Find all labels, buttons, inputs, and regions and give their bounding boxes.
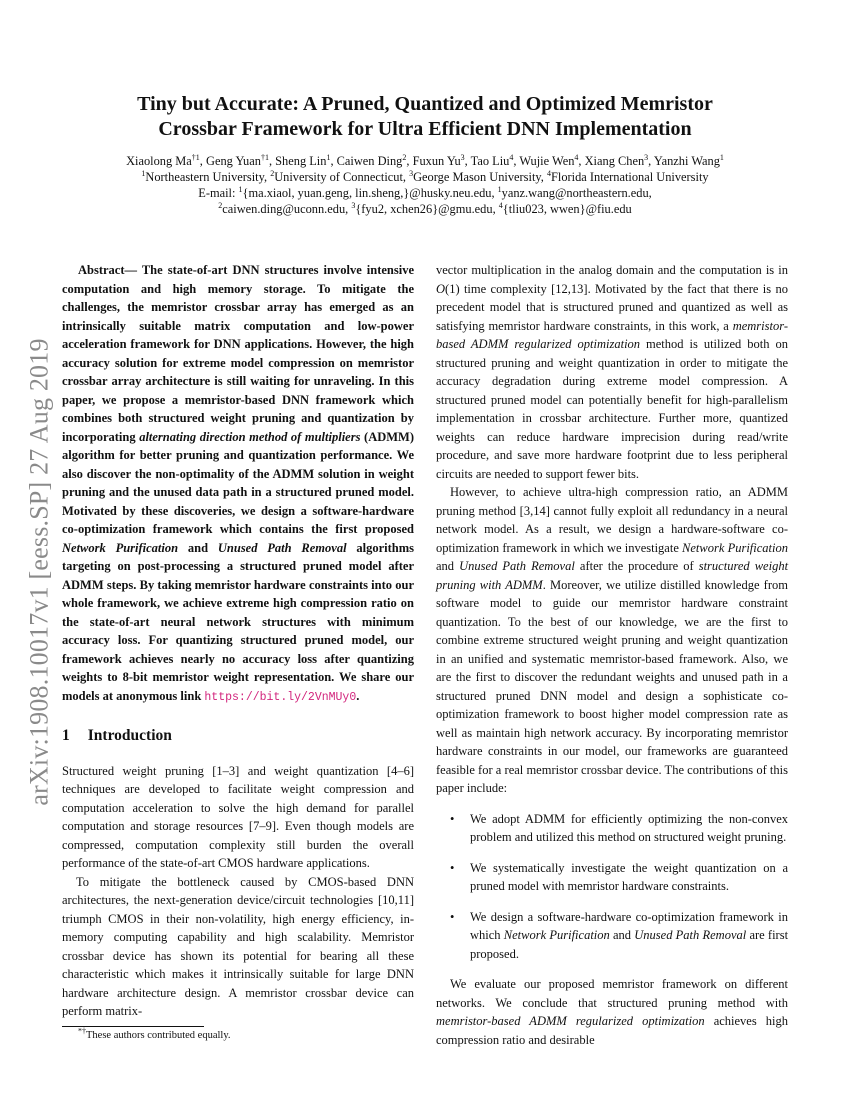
abstract-text-2: (ADMM) algorithm for better pruning and quantization performance. We also discover the non-optimality of the ADMM solution in weight pruning and the unused data path in a structured pruned model. Motivated by these discoveries, we design a software-hardware co-optimization framework which contains the first proposed xyxy=(62,429,415,536)
section-heading-introduction xyxy=(62,727,414,746)
affil-sup: 2 xyxy=(270,168,275,178)
section-title: Introduction xyxy=(87,727,172,744)
abstract-end: . xyxy=(356,688,360,703)
email: {ma.xiaol, yuan.geng, lin.sheng,}@husky.neu.edu, xyxy=(242,186,495,200)
email-sup: 1 xyxy=(238,184,243,194)
email: {fyu2, xchen26}@gmu.edu, xyxy=(355,202,496,216)
arxiv-sidebar xyxy=(20,282,60,862)
text-run: However, to achieve ultra-high compression ratio, an ADMM pruning method [3,14] cannot fully exploit all redundancy in a neural network model. As a result, we design a hardware-software co-optimization framework in which we investigate xyxy=(436,485,788,555)
email-sup: 1 xyxy=(497,184,502,194)
paper-title xyxy=(60,92,790,142)
abstract-np-term: Network Purification xyxy=(62,540,179,555)
author-block xyxy=(60,153,790,217)
author-sup: †1 xyxy=(191,152,200,162)
intro-paragraph-5 xyxy=(436,975,788,1049)
email: {tliu023, wwen}@fiu.edu xyxy=(502,202,632,216)
affiliation: University of Connecticut xyxy=(274,170,403,184)
email-sup: 3 xyxy=(351,200,356,210)
emphasis: Unused Path Removal xyxy=(634,928,747,942)
email-line-2 xyxy=(60,201,790,217)
text-run: . Moreover, we utilize distilled knowledge from software model to guide our memristor hardware constraint quantization. To the best of our knowledge, we are the first to combine extreme structured weight pruning and weight quantization in an unified and systematic memristor-based framework. Also, we are the first to discover the redundant weights and unused path in a structured pruned DNN model and design a sophisticate co-optimization framework to boost higher model compression rate as well as maintain high network accuracy. By incorporating memristor hardware constraints in our model, our frameworks are guaranteed feasible for a real memristor crossbar device. The contributions of this paper include: xyxy=(436,577,788,795)
author: Geng Yuan xyxy=(206,154,261,168)
affil-sup: 3 xyxy=(409,168,414,178)
emphasis: structured weight pruning with ADMM xyxy=(436,559,789,592)
footnote-symbol: *† xyxy=(78,1026,86,1036)
contribution-text: We systematically investigate the weight quantization on a pruned model with memristor hardware constraints. xyxy=(470,860,788,893)
bullet-icon: • xyxy=(450,909,455,924)
affiliations: $^1$Northeastern University, $^2$University of Connecticut, $^3$George Mason University, $^4$Florida International University xyxy=(141,168,709,184)
footnote-text: These authors contributed equally. xyxy=(86,1030,231,1041)
bullet-icon: • xyxy=(450,860,455,875)
author-list: Xiaolong Ma$^{\dagger 1}$, Geng Yuan$^{\dagger 1}$, Sheng Lin$^1$, Caiwen Ding$^2$, Fuxun Yu$^3$, Tao Liu$^4$, Wujie Wen$^4$, Xiang Chen$^3$, Yanzhi Wang$^1$ xyxy=(126,152,724,168)
text-run: (1) time complexity [12,13]. Motivated by the fact that there is no precedent model that is structured pruned and quantized as well as satisfying memristor hardware constraints, in this work, a xyxy=(436,281,788,333)
text-run: after the procedure of xyxy=(579,559,694,573)
right-column xyxy=(436,261,788,1049)
abstract-text-1: The state-of-art DNN structures involve intensive computation and high memory storage. To mitigate the challenges, the memristor crossbar array has emerged as an intrinsically suitable matrix computation and low-power acceleration framework for DNN applications. However, the high accuracy solution for extreme model compression on memristor crossbar array architecture is still waiting for unraveling. In this paper, we propose a memristor-based DNN framework which combines both structured weight pruning and quantization by incorporating xyxy=(62,263,415,444)
abstract-admm-term: alternating direction method of multipliers xyxy=(139,429,361,444)
text-run: We evaluate our proposed memristor framework on different networks. We conclude that structured pruning method with xyxy=(436,977,788,1010)
model-link[interactable]: https://bit.ly/2VnMUy0 xyxy=(204,690,357,704)
email: yanz.wang@northeastern.edu, xyxy=(501,186,652,200)
contribution-text: are first proposed. xyxy=(470,928,789,961)
author-sup: †1 xyxy=(260,152,269,162)
contribution-text: We design a software-hardware co-optimization framework in which xyxy=(470,909,788,942)
text-run: and xyxy=(436,559,455,573)
title-line-1: Tiny but Accurate: A Pruned, Quantized and Optimized Memristor xyxy=(137,93,713,115)
contribution-item xyxy=(436,859,788,896)
abstract-upr-term: Unused Path Removal xyxy=(217,540,347,555)
arxiv-identifier[interactable]: arXiv:1908.10017v1 [eess.SP] 27 Aug 2019 xyxy=(25,338,55,806)
affil-sup: 1 xyxy=(141,168,146,178)
author: Fuxun Yu xyxy=(412,154,461,168)
author-sup: 4 xyxy=(509,152,514,162)
contribution-list xyxy=(436,810,788,964)
contribution-text: We adopt ADMM for efficiently optimizing the non-convex problem and utilized this method on structured weight pruning. xyxy=(470,811,788,844)
author: Sheng Lin xyxy=(275,154,327,168)
contribution-item xyxy=(436,908,788,964)
affiliation: George Mason University xyxy=(413,170,541,184)
author-sup: 2 xyxy=(402,152,407,162)
abstract-label: Abstract— xyxy=(78,263,138,277)
author-sup: 1 xyxy=(326,152,331,162)
abstract-and: and xyxy=(187,540,209,555)
text-run: achieves high compression ratio and desirable xyxy=(436,1014,789,1047)
text-run: method is utilized both on structured pruning and weight quantization in order to mitigate the accuracy degradation during extreme model compression. A structured pruned model can potentially benefit for high-parallelism implementation in crossbar architecture. Further more, quantized weights can reduce hardware imprecision during read/write procedure, and save more hardware footprint due to less peripheral circuits are needed to support fewer bits. xyxy=(436,337,788,481)
author: Wujie Wen xyxy=(519,154,575,168)
email-line-1 xyxy=(60,185,790,201)
author: Xiang Chen xyxy=(584,154,645,168)
email: caiwen.ding@uconn.edu, xyxy=(222,202,349,216)
intro-paragraph-3 xyxy=(436,261,788,483)
header xyxy=(60,92,790,217)
bullet-icon: • xyxy=(450,811,455,826)
affiliation: Florida International University xyxy=(550,170,709,184)
author: Yanzhi Wang xyxy=(653,154,720,168)
section-number: 1 xyxy=(62,727,70,744)
emphasis: Network Purification xyxy=(503,928,610,942)
intro-paragraph-2: To mitigate the bottleneck caused by CMOS-based DNN architectures, the next-generation device/circuit technologies [10,11] triumph CMOS in their non-volatility, high energy efficiency, in-memory computing capability and high scalability. Memristor crossbar device has shown its potential for bearing all these characteristic which makes it intrinsically suitable for large DNN hardware architecture design. A memristor crossbar device can perform matrix- xyxy=(62,874,414,1018)
abstract-text-3: algorithms targeting on post-processing a structured pruned model after ADMM steps. By taking memristor hardware constraints into our whole framework, we achieve extreme high compression ratio on the state-of-art neural network structures with minimum accuracy loss. For quantizing structured pruned model, our framework achieves nearly no accuracy loss after quantizing weights to 8-bit memristor weight representation. We share our models at anonymous link xyxy=(62,540,415,703)
contribution-item xyxy=(436,810,788,847)
footnote xyxy=(78,1026,231,1041)
intro-paragraph-1: Structured weight pruning [1–3] and weight quantization [4–6] techniques are developed to facilitate weight compression and computation acceleration to solve the high demand for parallel computation and storage resources [7–9]. Even though models are compressed, computation complexity still burden the overall performance of the state-of-art CMOS hardware applications. xyxy=(62,763,414,870)
email-sup: 4 xyxy=(498,200,503,210)
author: Tao Liu xyxy=(470,154,510,168)
emphasis: memristor-based ADMM regularized optimization xyxy=(436,1014,705,1028)
contribution-text: and xyxy=(612,928,632,942)
author-sup: 1 xyxy=(719,152,724,162)
author: Caiwen Ding xyxy=(336,154,403,168)
email-label: E-mail: xyxy=(198,186,236,200)
big-o: O xyxy=(436,281,446,296)
email-sup: 2 xyxy=(218,200,223,210)
author-sup: 3 xyxy=(644,152,649,162)
emphasis: memristor-based ADMM regularized optimization xyxy=(436,318,789,351)
affiliation: Northeastern University xyxy=(145,170,264,184)
author-sup: 4 xyxy=(574,152,579,162)
left-column xyxy=(62,261,414,1021)
emphasis: Network Purification xyxy=(682,540,788,555)
intro-paragraph-4 xyxy=(436,483,788,798)
text-run: vector multiplication in the analog domain and the computation is in xyxy=(436,263,788,277)
emphasis: Unused Path Removal xyxy=(459,559,575,573)
author-sup: 3 xyxy=(460,152,465,162)
affil-sup: 4 xyxy=(546,168,551,178)
author: Xiaolong Ma xyxy=(126,154,192,168)
title-line-2: Crossbar Framework for Ultra Efficient DNN Implementation xyxy=(158,118,692,140)
abstract xyxy=(62,261,414,707)
